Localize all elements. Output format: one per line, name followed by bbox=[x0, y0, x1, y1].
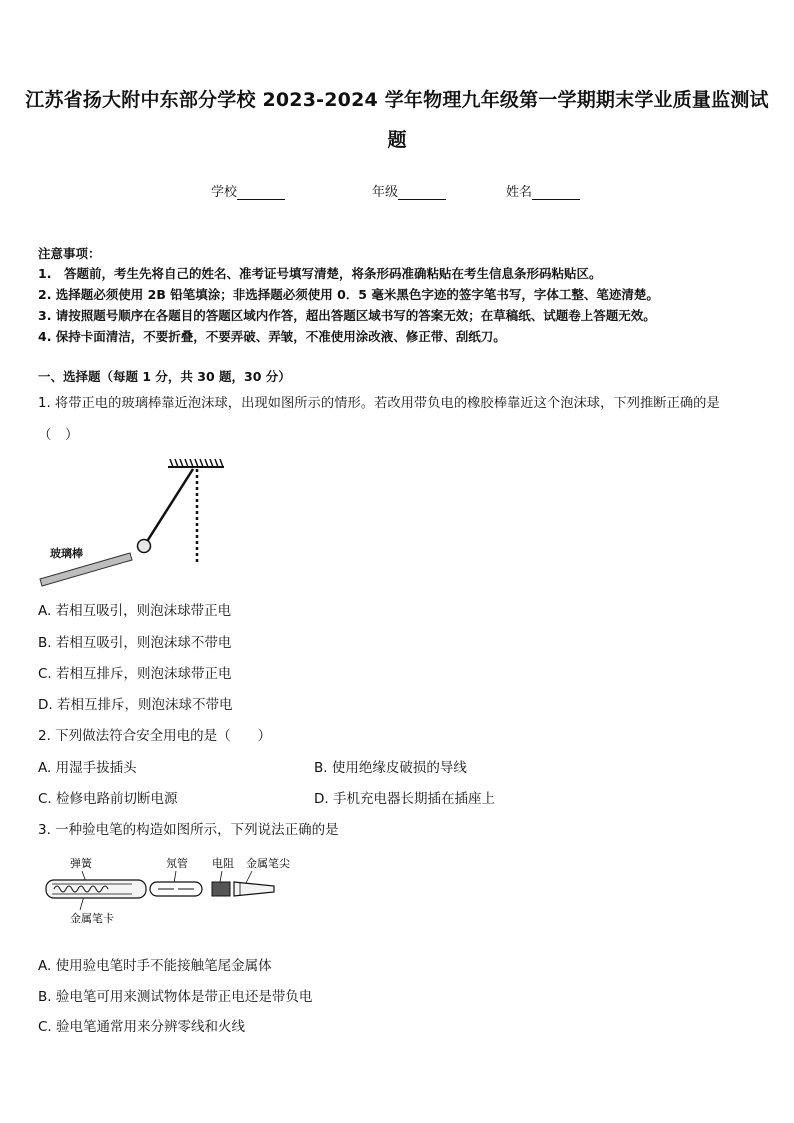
q2-option-c[interactable]: C. 检修电路前切断电源 bbox=[38, 791, 178, 807]
name-field bbox=[506, 181, 580, 200]
ceiling-support bbox=[168, 459, 224, 467]
grade-field bbox=[372, 181, 446, 200]
q2-option-d[interactable]: D. 手机充电器长期插在插座上 bbox=[314, 791, 495, 807]
tip-label: 金属笔尖 bbox=[246, 857, 290, 870]
foam-ball bbox=[138, 540, 151, 553]
exam-title-line1: 江苏省扬大附中东部分学校 2023-2024 学年物理九年级第一学期期末学业质量监测试 bbox=[25, 89, 769, 111]
q2-option-b[interactable]: B. 使用绝缘皮破损的导线 bbox=[314, 760, 467, 776]
notice-item-4: 4. 保持卡面清洁，不要折叠，不要弄破、弄皱，不准使用涂改液、修正带、刮纸刀。 bbox=[38, 329, 506, 344]
q1-stem-line2: （ ） bbox=[38, 427, 79, 443]
section-heading: 一、选择题（每题 1 分，共 30 题，30 分） bbox=[38, 369, 291, 384]
name-blank[interactable] bbox=[532, 187, 580, 200]
grade-blank[interactable] bbox=[398, 187, 446, 200]
clip-label: 金属笔卡 bbox=[70, 912, 114, 925]
q2-stem: 2. 下列做法符合安全用电的是（ ） bbox=[38, 728, 272, 744]
q1-option-a[interactable]: A. 若相互吸引，则泡沫球带正电 bbox=[38, 603, 232, 619]
spring-label: 弹簧 bbox=[70, 857, 92, 870]
resistor bbox=[212, 882, 230, 896]
name-label: 姓名 bbox=[506, 185, 533, 200]
q3-stem: 3. 一种验电笔的构造如图所示，下列说法正确的是 bbox=[38, 822, 339, 838]
neon-label: 氖管 bbox=[166, 857, 188, 870]
suspension-thread bbox=[146, 469, 193, 543]
q2-option-a[interactable]: A. 用湿手拔插头 bbox=[38, 760, 137, 776]
notice-item-1: 1. 答题前，考生先将自己的姓名、准考证号填写清楚，将条形码准确粘贴在考生信息条形码粘贴区。 bbox=[38, 266, 602, 281]
q1-figure bbox=[36, 455, 236, 590]
q3-option-c[interactable]: C. 验电笔通常用来分辨零线和火线 bbox=[38, 1019, 246, 1035]
q3-option-b[interactable]: B. 验电笔可用来测试物体是带正电还是带负电 bbox=[38, 989, 313, 1005]
school-label: 学校 bbox=[211, 185, 238, 200]
resistor-label: 电阻 bbox=[212, 857, 234, 870]
q1-option-d[interactable]: D. 若相互排斥，则泡沫球不带电 bbox=[38, 697, 233, 713]
notice-item-2: 2. 选择题必须使用 2B 铅笔填涂；非选择题必须使用 0．5 毫米黑色字迹的签字笔书写，字体工整、笔迹清楚。 bbox=[38, 287, 659, 302]
notice-heading: 注意事项： bbox=[38, 246, 101, 261]
neon-tube bbox=[150, 882, 202, 896]
q1-stem-line1: 1. 将带正电的玻璃棒靠近泡沫球，出现如图所示的情形。若改用带负电的橡胶棒靠近这个泡沫球，下列推断正确的是 bbox=[38, 396, 720, 411]
q1-option-b[interactable]: B. 若相互吸引，则泡沫球不带电 bbox=[38, 635, 232, 651]
exam-title-line2: 题 bbox=[387, 129, 407, 151]
q3-figure bbox=[40, 852, 310, 932]
notice-item-3: 3. 请按照题号顺序在各题目的答题区域内作答，超出答题区域书写的答案无效；在草稿纸、试题卷上答题无效。 bbox=[38, 308, 656, 323]
glass-rod-label: 玻璃棒 bbox=[50, 547, 83, 560]
q1-option-c[interactable]: C. 若相互排斥，则泡沫球带正电 bbox=[38, 666, 232, 682]
grade-label: 年级 bbox=[372, 185, 399, 200]
school-blank[interactable] bbox=[237, 187, 285, 200]
q3-option-a[interactable]: A. 使用验电笔时手不能接触笔尾金属体 bbox=[38, 958, 272, 974]
school-field bbox=[211, 181, 285, 200]
